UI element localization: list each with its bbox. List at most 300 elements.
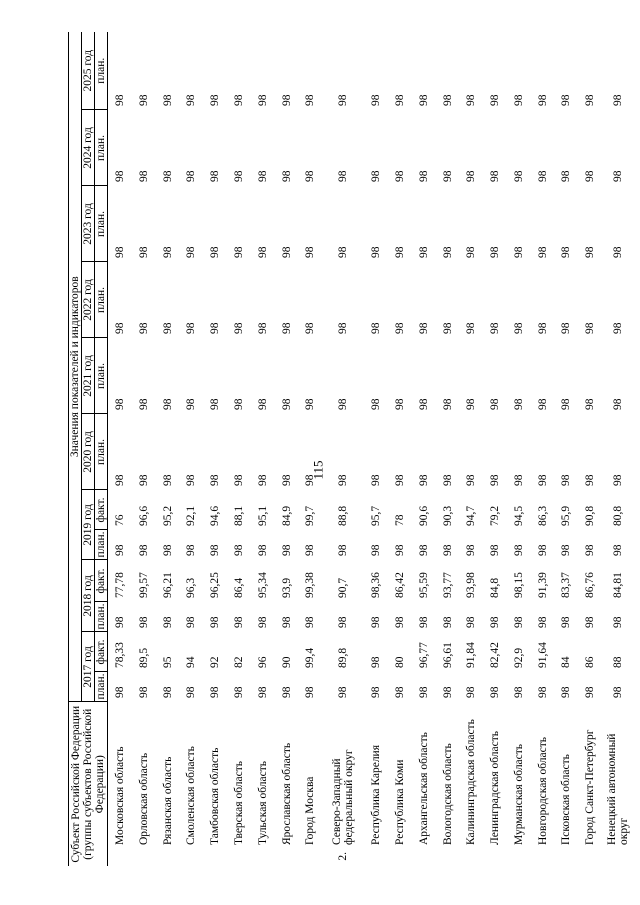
value-cell: 98 (465, 322, 478, 334)
value-cell: 98 (114, 170, 127, 182)
value-cell: 98 (560, 170, 573, 182)
subject-name: Тамбовская область (209, 747, 222, 845)
subject-name: Новгородская область (536, 736, 549, 845)
value-cell: 98 (394, 398, 407, 410)
value-cell: 98 (560, 94, 573, 106)
value-cell: 98 (137, 544, 150, 556)
value-cell: 95,2 (161, 505, 174, 526)
table-row (460, 32, 484, 866)
values-group-header: Значения показателей и индикаторов (69, 32, 82, 702)
value-cell: 98 (465, 398, 478, 410)
value-cell: 84 (560, 656, 573, 668)
row-index (602, 848, 634, 866)
value-cell: 98 (584, 94, 597, 106)
subject-name: Рязанская область (161, 756, 174, 845)
value-cell: 98 (536, 322, 549, 334)
value-cell: 80,8 (612, 505, 625, 526)
value-cell: 98 (465, 94, 478, 106)
value-cell: 98 (185, 686, 198, 698)
value-cell: 78,33 (114, 642, 127, 668)
row-index (578, 848, 602, 866)
value-cell: 98 (114, 246, 127, 258)
subject-name: Вологодская область (441, 743, 454, 845)
value-cell: 98 (394, 322, 407, 334)
value-cell: 98 (185, 616, 198, 628)
value-cell: 96,61 (441, 642, 454, 668)
value-cell: 98 (536, 94, 549, 106)
value-cell: 98,15 (512, 572, 525, 598)
value-cell: 98 (337, 322, 350, 334)
subject-name: Псковская область (560, 754, 573, 845)
value-cell: 98 (489, 322, 502, 334)
row-index (460, 848, 484, 866)
value-cell: 98 (489, 474, 502, 486)
value-cell: 86,3 (536, 505, 549, 526)
row-index (412, 848, 436, 866)
value-cell: 98 (612, 170, 625, 182)
value-cell: 80 (394, 656, 407, 668)
value-cell: 98 (441, 322, 454, 334)
value-cell: 91,84 (465, 642, 478, 668)
value-cell: 98 (137, 686, 150, 698)
value-cell: 98 (185, 474, 198, 486)
table-row (203, 32, 227, 866)
value-cell: 95,1 (256, 505, 269, 526)
value-cell: 90,6 (417, 505, 430, 526)
table-row (364, 32, 388, 866)
value-cell: 98 (612, 686, 625, 698)
value-cell: 98 (161, 398, 174, 410)
value-cell: 86,42 (394, 572, 407, 598)
subject-name: Московская область (114, 746, 127, 845)
year-header: 2020 год (82, 414, 95, 490)
value-cell: 98 (417, 474, 430, 486)
value-cell: 98 (417, 322, 430, 334)
value-cell: 98 (114, 616, 127, 628)
table-row (531, 32, 555, 866)
fact-header: факт. (95, 490, 108, 530)
value-cell: 98 (137, 398, 150, 410)
value-cell: 92 (209, 656, 222, 668)
value-cell: 98 (536, 474, 549, 486)
value-cell: 98 (209, 322, 222, 334)
row-index (531, 848, 555, 866)
value-cell: 96,77 (417, 642, 430, 668)
value-cell: 98 (280, 170, 293, 182)
value-cell: 98 (185, 322, 198, 334)
row-index (298, 848, 322, 866)
value-cell: 98 (512, 616, 525, 628)
value-cell: 98 (612, 474, 625, 486)
value-cell: 98 (256, 544, 269, 556)
subject-name: Смоленская область (185, 746, 198, 845)
value-cell: 98 (536, 170, 549, 182)
value-cell: 98 (209, 616, 222, 628)
value-cell: 98 (584, 246, 597, 258)
value-cell: 98 (161, 322, 174, 334)
value-cell: 98 (465, 170, 478, 182)
value-cell: 98 (209, 398, 222, 410)
value-cell: 98 (233, 94, 246, 106)
value-cell: 98 (512, 544, 525, 556)
subject-name: Тульская область (256, 761, 269, 845)
value-cell: 98 (489, 94, 502, 106)
value-cell: 99,7 (304, 505, 317, 526)
value-cell: 98 (394, 616, 407, 628)
value-cell: 98 (536, 246, 549, 258)
value-cell: 98 (233, 246, 246, 258)
table-row (227, 32, 251, 866)
value-cell: 90,7 (337, 577, 350, 598)
year-header: 2022 год (82, 262, 95, 338)
row-index (227, 848, 251, 866)
plan-header: план. (95, 672, 108, 702)
value-cell: 98 (512, 686, 525, 698)
value-cell: 96,25 (209, 572, 222, 598)
value-cell: 89,5 (137, 647, 150, 668)
value-cell: 98 (304, 246, 317, 258)
plan-header: план. (95, 110, 108, 186)
value-cell: 94,7 (465, 505, 478, 526)
value-cell: 98 (465, 686, 478, 698)
value-cell: 98 (370, 322, 383, 334)
value-cell: 98 (612, 94, 625, 106)
subject-name: Тверская область (233, 761, 246, 845)
year-header: 2024 год (82, 110, 95, 186)
value-cell: 84,8 (489, 577, 502, 598)
plan-header: план. (95, 602, 108, 632)
value-cell: 98 (489, 398, 502, 410)
table-row (436, 32, 460, 866)
value-cell: 98 (304, 170, 317, 182)
value-cell: 98 (114, 544, 127, 556)
value-cell: 98 (256, 686, 269, 698)
value-cell: 91,39 (536, 572, 549, 598)
table-row (156, 32, 180, 866)
value-cell: 98 (233, 686, 246, 698)
value-cell: 98 (370, 246, 383, 258)
subject-name: Ленинградская область (489, 730, 502, 845)
value-cell: 98 (233, 170, 246, 182)
fact-header: факт. (95, 560, 108, 602)
year-header: 2019 год (82, 490, 95, 560)
subject-name: Архангельская область (417, 732, 430, 845)
value-cell: 98 (560, 616, 573, 628)
value-cell: 98 (304, 322, 317, 334)
table-body (108, 32, 634, 866)
value-cell: 92,9 (512, 647, 525, 668)
value-cell: 98 (394, 94, 407, 106)
value-cell: 94 (185, 656, 198, 668)
row-index (483, 848, 507, 866)
table-row (275, 32, 299, 866)
value-cell: 98 (489, 246, 502, 258)
value-cell: 98 (233, 544, 246, 556)
value-cell: 90,8 (584, 505, 597, 526)
value-cell: 98 (465, 544, 478, 556)
value-cell: 98 (256, 398, 269, 410)
value-cell: 98 (394, 170, 407, 182)
value-cell: 98 (304, 544, 317, 556)
row-index (108, 848, 132, 866)
value-cell: 98 (256, 616, 269, 628)
value-cell: 95,59 (417, 572, 430, 598)
value-cell: 77,78 (114, 572, 127, 598)
subject-name: Северо-Западный федеральный округ (331, 749, 356, 845)
table-row (298, 32, 322, 866)
value-cell: 98 (209, 94, 222, 106)
subject-name: Калининградская область (465, 719, 478, 845)
value-cell: 98 (489, 170, 502, 182)
value-cell: 98 (417, 544, 430, 556)
value-cell: 98 (137, 170, 150, 182)
value-cell: 98 (536, 616, 549, 628)
subject-name: Республика Карелия (370, 744, 383, 845)
value-cell: 82 (233, 656, 246, 668)
value-cell: 98 (209, 246, 222, 258)
page-number: 115 (310, 460, 326, 480)
value-cell: 98 (465, 246, 478, 258)
value-cell: 98 (489, 544, 502, 556)
value-cell: 98 (441, 246, 454, 258)
value-cell: 98 (280, 94, 293, 106)
subject-name: Город Москва (304, 776, 317, 845)
value-cell: 96 (256, 656, 269, 668)
value-cell: 98 (370, 170, 383, 182)
value-cell: 98 (584, 398, 597, 410)
value-cell: 95 (161, 656, 174, 668)
value-cell: 98 (304, 94, 317, 106)
table-row (322, 32, 364, 866)
row-index: 2. (337, 852, 350, 861)
value-cell: 98 (441, 686, 454, 698)
table-row (483, 32, 507, 866)
table-row (108, 32, 132, 866)
row-index (156, 848, 180, 866)
value-cell: 98 (584, 686, 597, 698)
rotated-table-container (68, 32, 634, 866)
value-cell: 90,3 (441, 505, 454, 526)
value-cell: 98 (114, 322, 127, 334)
value-cell: 98 (394, 474, 407, 486)
value-cell: 98 (512, 94, 525, 106)
value-cell: 98 (280, 686, 293, 698)
value-cell: 98 (280, 246, 293, 258)
indicators-table (68, 32, 634, 866)
value-cell: 98 (337, 616, 350, 628)
value-cell: 82,42 (489, 642, 502, 668)
value-cell: 98 (560, 544, 573, 556)
value-cell: 98 (304, 474, 317, 486)
value-cell: 98 (465, 616, 478, 628)
value-cell: 98 (536, 544, 549, 556)
row-index (180, 848, 204, 866)
value-cell: 98 (536, 686, 549, 698)
value-cell: 98 (256, 94, 269, 106)
value-cell: 98 (256, 322, 269, 334)
plan-header: план. (95, 186, 108, 262)
value-cell: 98 (584, 474, 597, 486)
table-row (412, 32, 436, 866)
value-cell: 90 (280, 656, 293, 668)
value-cell: 98 (137, 94, 150, 106)
value-cell: 76 (114, 514, 127, 526)
value-cell: 89,8 (337, 647, 350, 668)
value-cell: 98 (370, 94, 383, 106)
value-cell: 98 (512, 246, 525, 258)
value-cell: 98 (441, 398, 454, 410)
value-cell: 98 (370, 686, 383, 698)
value-cell: 93,77 (441, 572, 454, 598)
value-cell: 98 (185, 94, 198, 106)
year-header: 2021 год (82, 338, 95, 414)
value-cell: 98 (256, 474, 269, 486)
value-cell: 98 (584, 616, 597, 628)
year-header: 2018 год (82, 560, 95, 632)
value-cell: 98 (185, 170, 198, 182)
value-cell: 86,4 (233, 577, 246, 598)
value-cell: 98 (304, 616, 317, 628)
year-header: 2023 год (82, 186, 95, 262)
value-cell: 93,9 (280, 577, 293, 598)
value-cell: 98 (337, 398, 350, 410)
value-cell: 98 (560, 474, 573, 486)
plan-header: план. (95, 338, 108, 414)
value-cell: 98 (137, 246, 150, 258)
value-cell: 98 (465, 474, 478, 486)
year-header: 2025 год (82, 32, 95, 110)
value-cell: 96,21 (161, 572, 174, 598)
value-cell: 98 (280, 616, 293, 628)
value-cell: 98 (612, 322, 625, 334)
value-cell: 98 (612, 246, 625, 258)
value-cell: 98 (394, 544, 407, 556)
table-row (180, 32, 204, 866)
value-cell: 98 (161, 686, 174, 698)
table-row (507, 32, 531, 866)
value-cell: 98 (114, 686, 127, 698)
value-cell: 98 (417, 616, 430, 628)
value-cell: 98 (233, 474, 246, 486)
value-cell: 98 (489, 616, 502, 628)
table-row (578, 32, 602, 866)
value-cell: 98 (612, 616, 625, 628)
value-cell: 88,1 (233, 505, 246, 526)
value-cell: 98 (337, 474, 350, 486)
plan-header: план. (95, 414, 108, 490)
value-cell: 98 (512, 398, 525, 410)
value-cell: 95,34 (256, 572, 269, 598)
value-cell: 98 (370, 656, 383, 668)
value-cell: 98 (137, 474, 150, 486)
value-cell: 98 (185, 246, 198, 258)
value-cell: 83,37 (560, 572, 573, 598)
subject-name: Орловская область (137, 752, 150, 845)
value-cell: 94,6 (209, 505, 222, 526)
value-cell: 98 (280, 544, 293, 556)
fact-header: факт. (95, 632, 108, 672)
value-cell: 98 (394, 686, 407, 698)
value-cell: 98 (337, 246, 350, 258)
value-cell: 98 (233, 616, 246, 628)
value-cell: 95,7 (370, 505, 383, 526)
subject-name: Город Санкт-Петербург (584, 729, 597, 845)
value-cell: 98 (441, 94, 454, 106)
value-cell: 98 (304, 398, 317, 410)
value-cell: 98 (137, 616, 150, 628)
value-cell: 98 (337, 94, 350, 106)
plan-header: план. (95, 530, 108, 560)
value-cell: 86,76 (584, 572, 597, 598)
value-cell: 98 (337, 686, 350, 698)
row-index (388, 848, 412, 866)
value-cell: 98 (612, 398, 625, 410)
value-cell: 99,4 (304, 647, 317, 668)
value-cell: 98,36 (370, 572, 383, 598)
value-cell: 98 (417, 686, 430, 698)
value-cell: 98 (114, 474, 127, 486)
plan-header: план. (95, 32, 108, 110)
value-cell: 98 (394, 246, 407, 258)
subject-name: Ярославская область (280, 742, 293, 845)
value-cell: 79,2 (489, 505, 502, 526)
value-cell: 98 (114, 398, 127, 410)
value-cell: 84,9 (280, 505, 293, 526)
table-row (251, 32, 275, 866)
value-cell: 98 (209, 686, 222, 698)
value-cell: 98 (161, 94, 174, 106)
value-cell: 98 (161, 246, 174, 258)
value-cell: 98 (304, 686, 317, 698)
table-row (388, 32, 412, 866)
value-cell: 98 (137, 322, 150, 334)
value-cell: 88,8 (337, 505, 350, 526)
value-cell: 98 (161, 170, 174, 182)
value-cell: 98 (584, 322, 597, 334)
value-cell: 99,38 (304, 572, 317, 598)
table-row (132, 32, 156, 866)
row-index (507, 848, 531, 866)
subject-header: Субъект Российской Федерации (группы субъектов Российской Федерации) (69, 702, 108, 866)
value-cell: 98 (161, 616, 174, 628)
value-cell: 98 (560, 246, 573, 258)
value-cell: 98 (370, 398, 383, 410)
subject-name: Ненецкий автономный округ (606, 733, 631, 845)
value-cell: 98 (417, 246, 430, 258)
row-index (275, 848, 299, 866)
value-cell: 98 (560, 398, 573, 410)
row-index (364, 848, 388, 866)
row-index (132, 848, 156, 866)
value-cell: 98 (489, 686, 502, 698)
value-cell: 98 (185, 398, 198, 410)
value-cell: 98 (209, 474, 222, 486)
value-cell: 98 (560, 686, 573, 698)
value-cell: 96,6 (137, 505, 150, 526)
value-cell: 99,57 (137, 572, 150, 598)
value-cell: 98 (512, 474, 525, 486)
value-cell: 94,5 (512, 505, 525, 526)
value-cell: 98 (280, 322, 293, 334)
value-cell: 98 (512, 170, 525, 182)
value-cell: 98 (441, 474, 454, 486)
value-cell: 98 (417, 94, 430, 106)
value-cell: 98 (370, 616, 383, 628)
value-cell: 93,98 (465, 572, 478, 598)
value-cell: 91,64 (536, 642, 549, 668)
value-cell: 84,81 (612, 572, 625, 598)
value-cell: 98 (584, 544, 597, 556)
